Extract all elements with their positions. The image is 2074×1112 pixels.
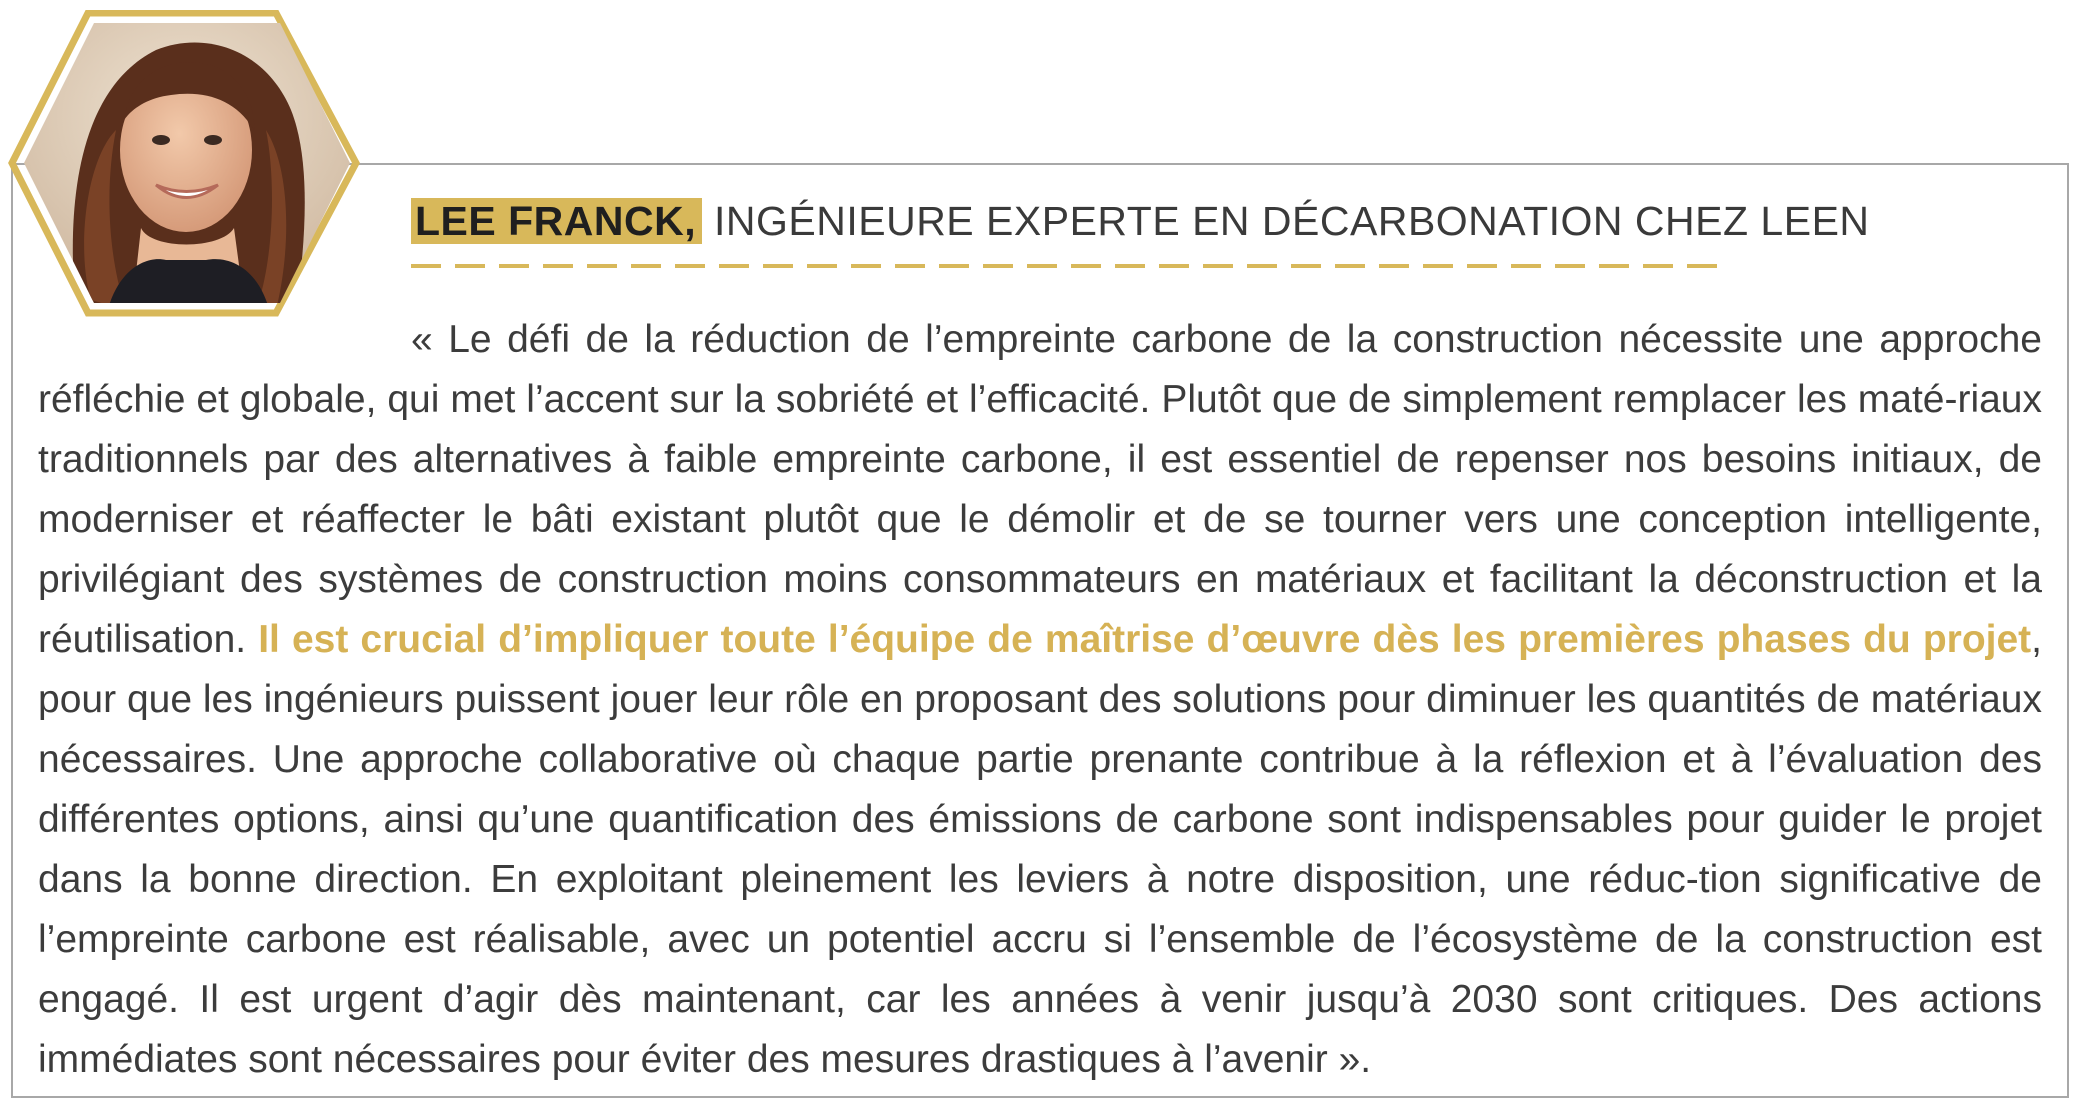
dashed-divider bbox=[411, 264, 1718, 268]
quote-part-1: « Le défi de la réduction de l’empreinte carbone de la construction nécessite une approche réfléchie et globale, qui met l’accent sur la sobriété et l’efficacité. Plutôt que de simplement remplacer les maté-riaux traditionnels par des alternatives à faible empreinte carbone, il est essentiel de repenser nos besoins initiaux, de moderniser et réaffecter le bâti existant plutôt que le démolir et de se tourner vers une conception intelligente, privilégiant des systèmes de construction moins consommateurs en matériaux et facilitant la déconstruction et la réutilisation. bbox=[38, 318, 2042, 661]
quote-text bbox=[38, 310, 2042, 1090]
quote-highlight: Il est crucial d’impliquer toute l’équipe de maîtrise d’œuvre dès les premières phases du projet bbox=[258, 618, 2032, 661]
portrait-photo bbox=[6, 10, 364, 317]
speaker-role: INGÉNIEURE EXPERTE EN DÉCARBONATION CHEZ LEEN bbox=[702, 198, 1870, 244]
speaker-name: LEE FRANCK, bbox=[411, 198, 702, 244]
quote-part-2: , pour que les ingénieurs puissent jouer leur rôle en proposant des solutions pour diminuer les quantités de matériaux nécessaires. Une approche collaborative où chaque partie prenante contribue à la réflexion et à l’évaluation des différentes options, ainsi qu’une quantification des émissions de carbone sont indispensables pour guider le projet dans la bonne direction. En exploitant pleinement les leviers à notre disposition, une réduc-tion significative de l’empreinte carbone est réalisable, avec un potentiel accru si l’ensemble de l’écosystème de la construction est engagé. Il est urgent d’agir dès maintenant, car les années à venir jusqu’à 2030 sont critiques. Des actions immédiates sont nécessaires pour éviter des mesures drastiques à l’avenir ». bbox=[38, 618, 2043, 1081]
speaker-heading bbox=[411, 194, 1870, 248]
